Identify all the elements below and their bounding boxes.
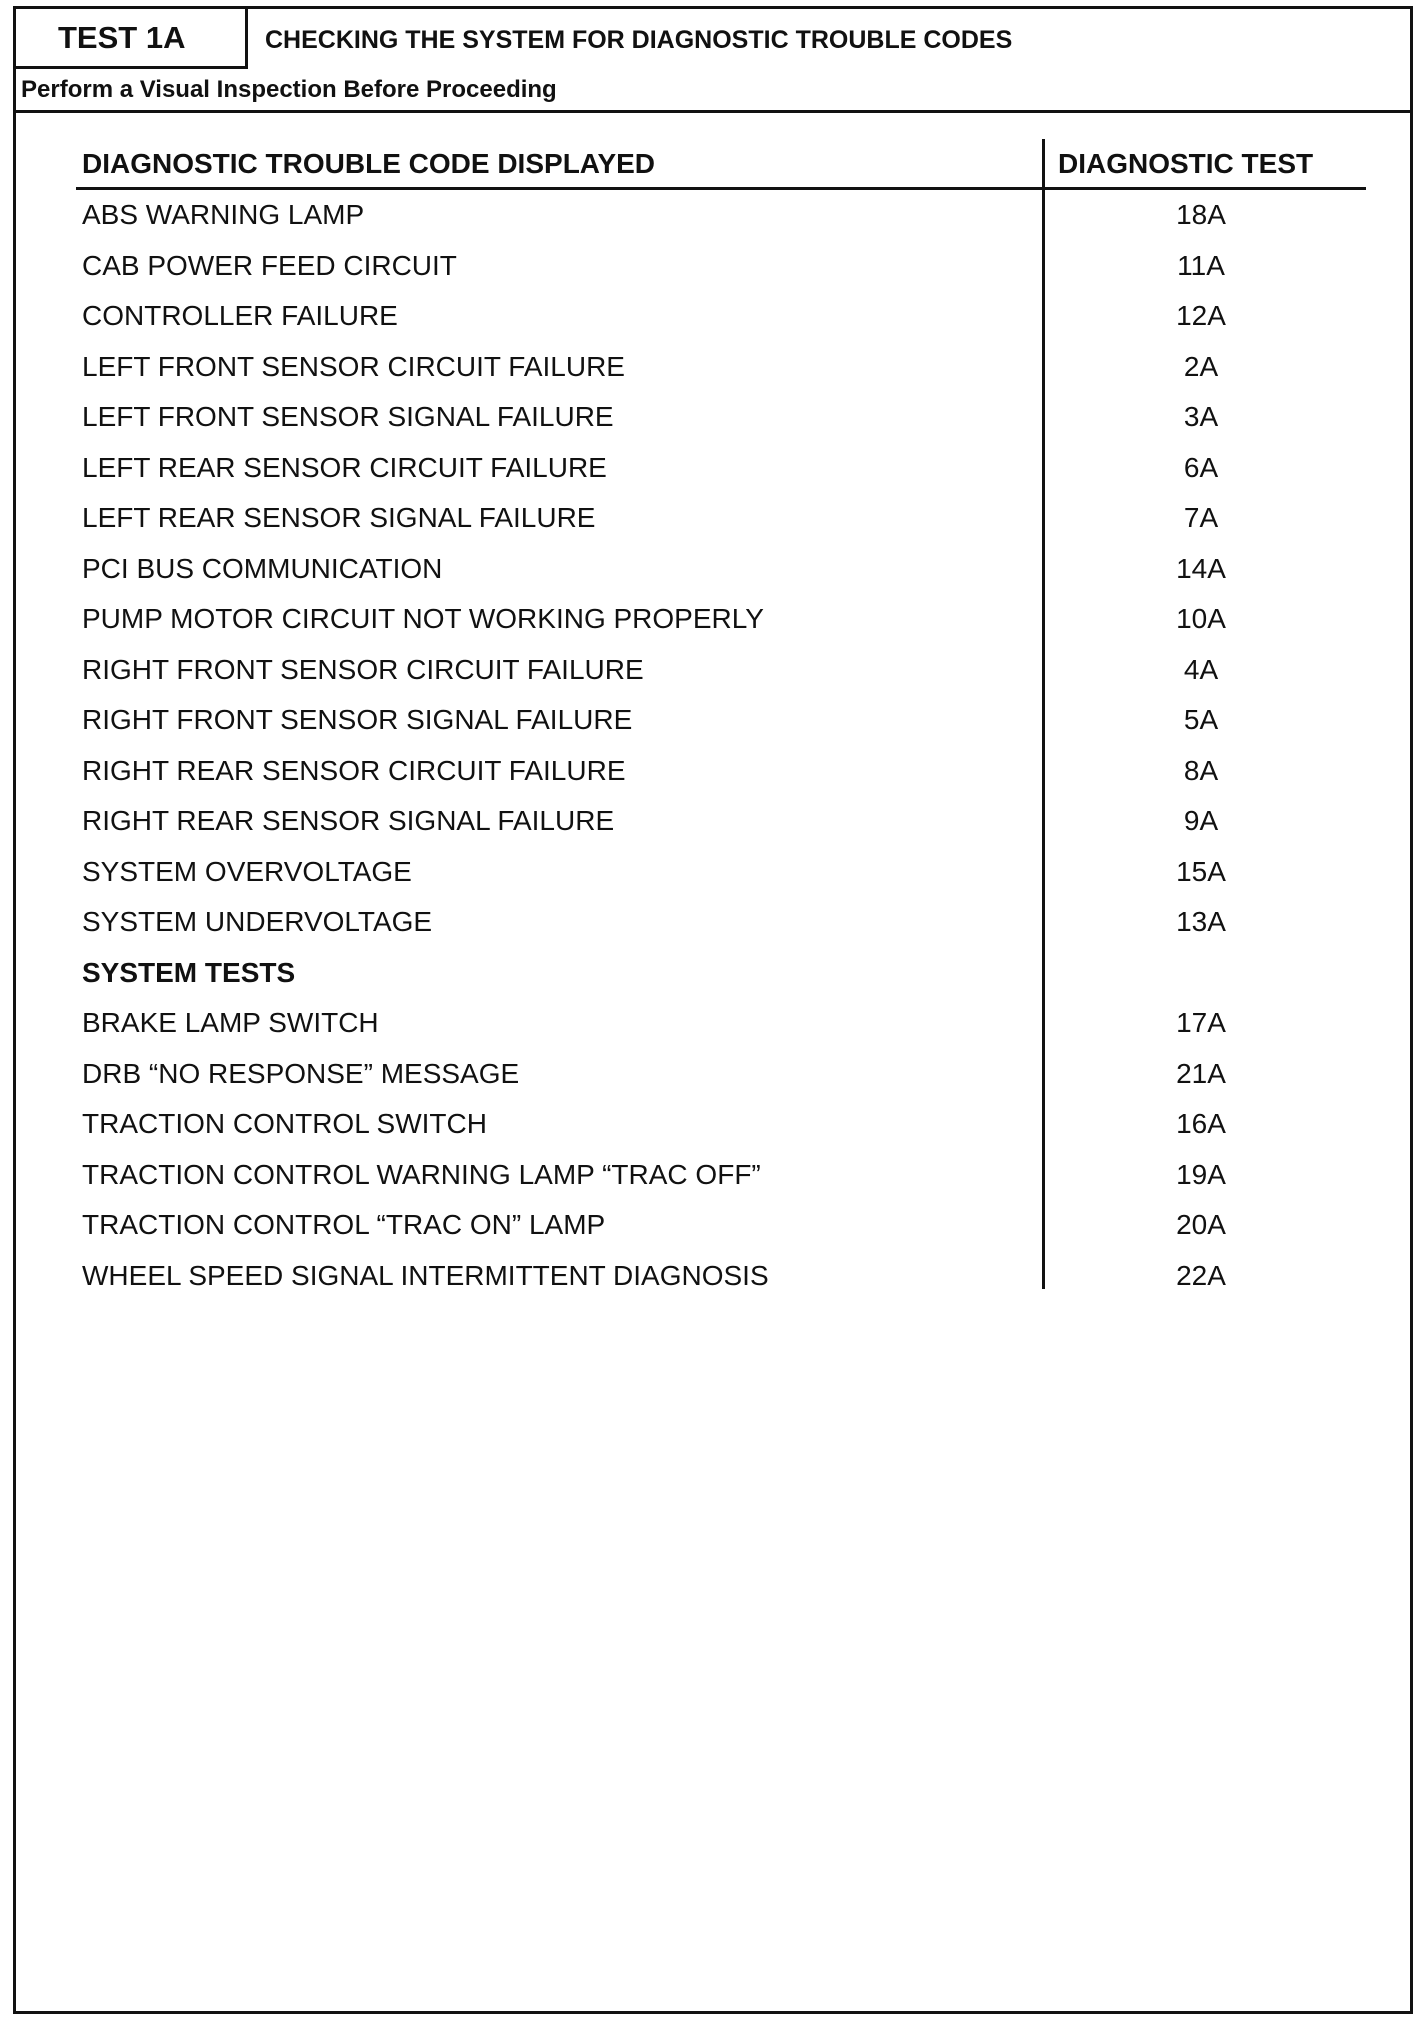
- section-heading-row: [76, 948, 1366, 999]
- test-id: TEST 1A: [58, 20, 186, 55]
- table-row: [76, 1251, 1366, 1302]
- table-row: [76, 544, 1366, 595]
- dtc-description: LEFT REAR SENSOR CIRCUIT FAILURE: [82, 451, 607, 483]
- dtc-description: WHEEL SPEED SIGNAL INTERMITTENT DIAGNOSIS: [82, 1259, 769, 1291]
- dtc-description: DRB “NO RESPONSE” MESSAGE: [82, 1057, 520, 1089]
- dtc-table: [76, 139, 1366, 1301]
- table-row: [76, 493, 1366, 544]
- table-row: [76, 746, 1366, 797]
- diagnostic-test-id: 19A: [1176, 1158, 1226, 1190]
- table-row: [76, 998, 1366, 1049]
- diagnostic-test-id: 21A: [1176, 1057, 1226, 1089]
- table-row: [76, 241, 1366, 292]
- table-body: [76, 190, 1366, 1301]
- table-row: [76, 1150, 1366, 1201]
- diagnostic-test-id: 22A: [1176, 1259, 1226, 1291]
- diagnostic-test-id: 15A: [1176, 855, 1226, 887]
- table-row: [76, 342, 1366, 393]
- diagnostic-test-id: 11A: [1177, 249, 1225, 281]
- diagnostic-test-id: 17A: [1176, 1007, 1226, 1038]
- dtc-description: LEFT FRONT SENSOR CIRCUIT FAILURE: [82, 350, 625, 382]
- diagnostic-test-id: 9A: [1183, 805, 1219, 836]
- dtc-description: CAB POWER FEED CIRCUIT: [82, 249, 457, 281]
- dtc-description: LEFT REAR SENSOR SIGNAL FAILURE: [82, 502, 596, 533]
- table-row: [76, 291, 1366, 342]
- dtc-description: TRACTION CONTROL “TRAC ON” LAMP: [82, 1209, 606, 1240]
- section-heading: SYSTEM TESTS: [82, 956, 296, 988]
- table-row: [76, 645, 1366, 696]
- dtc-description: CONTROLLER FAILURE: [82, 300, 398, 331]
- diagnostic-test-id: 12A: [1176, 300, 1226, 331]
- table-row: [76, 392, 1366, 443]
- diagnostic-test-id: 8A: [1183, 754, 1219, 786]
- dtc-description: TRACTION CONTROL WARNING LAMP “TRAC OFF”: [82, 1158, 761, 1190]
- table-row: [76, 796, 1366, 847]
- table-row: [76, 1200, 1366, 1251]
- diagnostic-test-id: 20A: [1176, 1209, 1226, 1240]
- test-title: CHECKING THE SYSTEM FOR DIAGNOSTIC TROUBLE CODES: [265, 26, 1013, 54]
- table-row: [76, 1099, 1366, 1150]
- dtc-description: BRAKE LAMP SWITCH: [82, 1007, 379, 1038]
- table-row: [76, 443, 1366, 494]
- subheader-text: Perform a Visual Inspection Before Proceeding: [21, 76, 557, 103]
- table-row: [76, 190, 1366, 241]
- diagnostic-test-id: 5A: [1183, 704, 1219, 735]
- diagnostic-test-id: 6A: [1183, 451, 1219, 483]
- column-header-test: DIAGNOSTIC TEST: [1058, 148, 1314, 179]
- dtc-description: RIGHT REAR SENSOR SIGNAL FAILURE: [82, 805, 615, 836]
- table-header: [76, 139, 1366, 190]
- table-row: [76, 897, 1366, 948]
- test-id-box: [16, 9, 248, 69]
- diagnostic-test-id: 7A: [1183, 502, 1219, 533]
- dtc-description: SYSTEM OVERVOLTAGE: [82, 855, 412, 887]
- dtc-description: LEFT FRONT SENSOR SIGNAL FAILURE: [82, 401, 614, 432]
- dtc-description: PUMP MOTOR CIRCUIT NOT WORKING PROPERLY: [82, 603, 764, 634]
- dtc-description: PCI BUS COMMUNICATION: [82, 552, 443, 584]
- diagnostic-test-id: 18A: [1176, 199, 1226, 230]
- table-row: [76, 1049, 1366, 1100]
- dtc-description: RIGHT FRONT SENSOR CIRCUIT FAILURE: [82, 653, 644, 685]
- subheader-row: [16, 69, 1410, 113]
- dtc-description: RIGHT REAR SENSOR CIRCUIT FAILURE: [82, 754, 626, 786]
- dtc-description: ABS WARNING LAMP: [82, 199, 365, 230]
- dtc-description: SYSTEM UNDERVOLTAGE: [82, 906, 433, 937]
- table-row: [76, 695, 1366, 746]
- table-row: [76, 594, 1366, 645]
- diagnostic-test-id: 4A: [1183, 653, 1219, 685]
- diagnostic-test-id: 2A: [1183, 350, 1219, 382]
- diagnostic-test-id: 13A: [1176, 906, 1226, 937]
- diagnostic-test-id: 14A: [1176, 552, 1226, 584]
- diagnostic-test-id: 3A: [1183, 401, 1219, 432]
- diagnostic-test-id: 16A: [1176, 1108, 1226, 1139]
- document-frame: [13, 6, 1413, 2014]
- table-row: [76, 847, 1366, 898]
- dtc-description: RIGHT FRONT SENSOR SIGNAL FAILURE: [82, 704, 633, 735]
- diagnostic-test-id: 10A: [1176, 603, 1226, 634]
- dtc-description: TRACTION CONTROL SWITCH: [82, 1108, 487, 1139]
- column-header-code: DIAGNOSTIC TROUBLE CODE DISPLAYED: [82, 148, 656, 179]
